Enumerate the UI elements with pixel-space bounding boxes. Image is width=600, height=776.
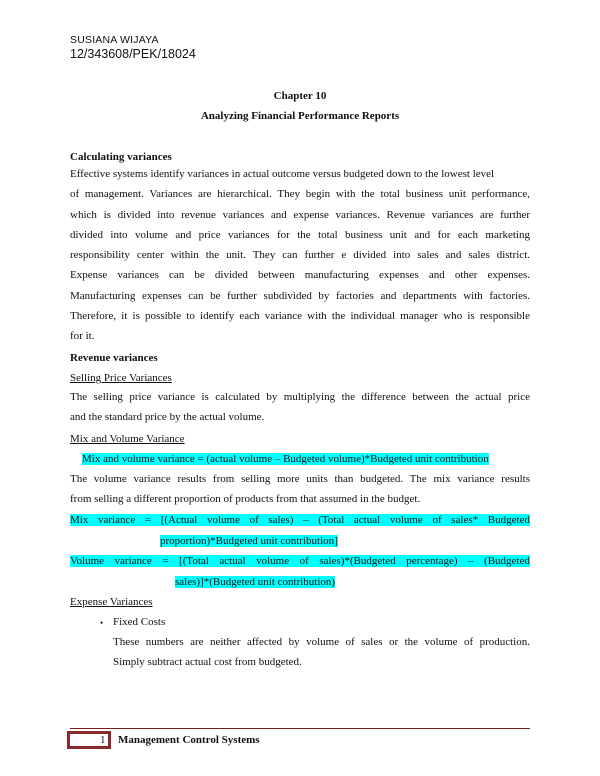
mix-volume-paragraph — [70, 469, 530, 510]
mix-variance-formula-line1: Mix variance = [(Actual volume of sales) – (Total actual volume of sales* Budgeted — [70, 514, 530, 526]
paragraph-line: The volume variance results from selling more units than budgeted. The mix variance results — [70, 473, 530, 485]
paragraph-line: These numbers are neither affected by volume of sales or the volume of production. — [113, 636, 530, 648]
paragraph-line: which is divided into revenue variances and expense variances. Revenue variances are further — [70, 208, 530, 221]
paragraph-line: Expense variances can be divided between manufacturing expenses and other expenses. — [70, 269, 530, 282]
chapter-label: Chapter 10 — [273, 90, 327, 102]
mix-variance-formula-line2: proportion)*Budgeted unit contribution] — [160, 535, 338, 547]
mix-volume-variance-heading: Mix and Volume Variance — [70, 433, 185, 445]
selling-price-paragraph — [70, 387, 530, 428]
paragraph-line: for it. — [70, 330, 95, 343]
paragraph-line: The selling price variance is calculated by multiplying the difference between the actual price — [70, 391, 530, 403]
expense-variances-heading: Expense Variances — [70, 596, 153, 608]
mix-volume-formula: Mix and volume variance = (actual volume – Budgeted volume)*Budgeted unit contribution — [82, 453, 489, 465]
paragraph-line: divided into volume and price variances for the total business unit and for each marketing — [70, 228, 530, 241]
paragraph-line: responsibility center within the unit. They can further e divided into sales and sales district. — [70, 249, 530, 262]
paragraph-line: Therefore, it is possible to identify each variance with the individual manager who is responsible — [70, 310, 530, 323]
footer-rule — [70, 728, 530, 729]
calculating-variances-heading: Calculating variances — [70, 151, 172, 163]
volume-variance-formula-line2: sales)]*(Budgeted unit contribution) — [175, 576, 336, 588]
paragraph-line: of management. Variances are hierarchical. They begin with the total business unit performance, — [70, 188, 530, 201]
calculating-variances-paragraph — [70, 164, 530, 347]
bullet-icon: • — [100, 618, 104, 628]
fixed-costs-label: Fixed Costs — [113, 616, 166, 628]
footer-title: Management Control Systems — [118, 734, 260, 746]
fixed-costs-paragraph — [113, 632, 530, 673]
paragraph-line: Manufacturing expenses can be further subdivided by factories and departments with factories. — [70, 289, 530, 302]
paragraph-line: and the standard price by the actual volume. — [70, 411, 265, 424]
page-title: Analyzing Financial Performance Reports — [200, 110, 400, 122]
author-name: SUSIANA WIJAYA — [70, 34, 159, 46]
paragraph-line: from selling a different proportion of products from that assumed in the budget. — [70, 493, 421, 506]
paragraph-line: Effective systems identify variances in actual outcome versus budgeted down to the lowest level — [70, 168, 495, 180]
revenue-variances-heading: Revenue variances — [70, 352, 158, 364]
volume-variance-formula-line1: Volume variance = [(Total actual volume of sales)*(Budgeted percentage) – (Budgeted — [70, 555, 530, 567]
selling-price-variances-heading: Selling Price Variances — [70, 372, 172, 384]
paragraph-line: Simply subtract actual cost from budgeted. — [113, 656, 302, 669]
student-id: 12/343608/PEK/18024 — [70, 47, 196, 61]
page-number: 1 — [100, 734, 106, 746]
